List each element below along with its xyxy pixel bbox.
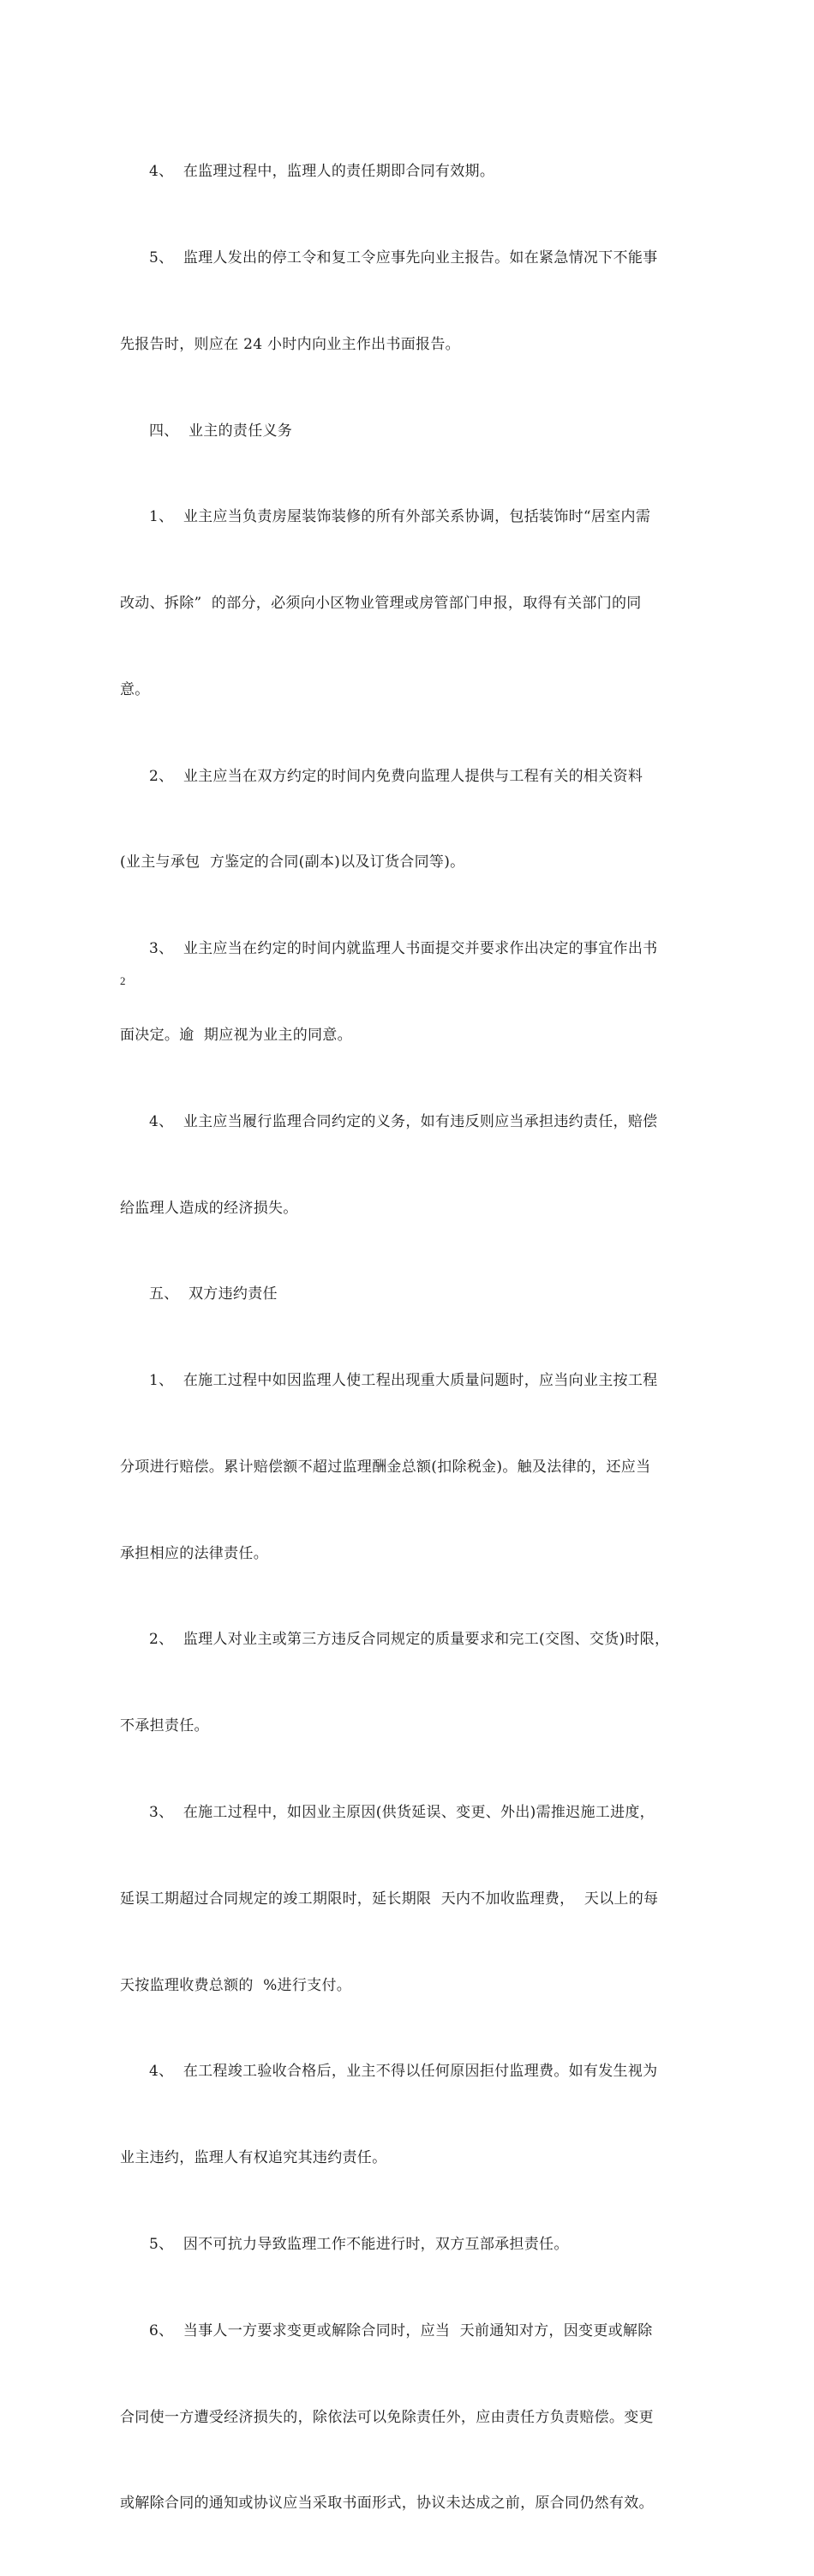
text-line: 给监理人造成的经济损失。	[120, 1199, 298, 1217]
text-line: 1、 在施工过程中如因监理人使工程出现重大质量问题时，应当向业主按工程	[149, 1372, 658, 1390]
text-line: 2、 业主应当在双方约定的时间内免费向监理人提供与工程有关的相关资料	[149, 767, 643, 785]
text-line: 延误工期超过合同规定的竣工期限时，延长期限 天内不加收监理费， 天以上的每	[120, 1890, 659, 1908]
text-line: 1、 业主应当负责房屋装饰装修的所有外部关系协调，包括装饰时“居室内需	[149, 508, 651, 526]
body-text	[120, 100, 696, 2576]
text-line: 面决定。逾 期应视为业主的同意。	[120, 1027, 352, 1044]
text-line: 改动、拆除” 的部分，必须向小区物业管理或房管部门申报，取得有关部门的同	[120, 595, 642, 613]
section-heading: 五、 双方违约责任	[149, 1285, 278, 1303]
text-line: 6、 当事人一方要求变更或解除合同时，应当 天前通知对方，因变更或解除	[149, 2321, 653, 2339]
text-line: 2、 监理人对业主或第三方违反合同规定的质量要求和完工(交图、交货)时限，	[149, 1631, 670, 1649]
text-line: 天按监理收费总额的 %进行支付。	[120, 1976, 352, 1994]
text-line: (业主与承包 方鉴定的合同(副本)以及订货合同等)。	[120, 854, 465, 872]
text-line: 不承担责任。	[120, 1717, 209, 1735]
text-line: 合同使一方遭受经济损失的，除依法可以免除责任外，应由责任方负责赔偿。变更	[120, 2408, 654, 2426]
text-line: 5、 因不可抗力导致监理工作不能进行时，双方互部承担责任。	[149, 2235, 569, 2253]
text-line: 4、 业主应当履行监理合同约定的义务，如有违反则应当承担违约责任，赔偿	[149, 1112, 658, 1130]
text-line: 5、 监理人发出的停工令和复工令应事先向业主报告。如在紧急情况下不能事	[149, 249, 658, 267]
text-line: 先报告时，则应在 24 小时内向业主作出书面报告。	[120, 335, 460, 353]
text-line: 3、 业主应当在约定的时间内就监理人书面提交并要求作出决定的事宜作出书	[149, 940, 658, 958]
text-line: 意。	[120, 680, 150, 698]
text-line: 3、 在施工过程中，如因业主原因(供货延误、变更、外出)需推迟施工进度，	[149, 1804, 655, 1822]
section-heading: 四、 业主的责任义务	[149, 422, 293, 440]
text-line: 业主违约，监理人有权追究其违约责任。	[120, 2149, 387, 2167]
page-number: 2	[120, 974, 126, 987]
document-body	[120, 100, 696, 2576]
text-line: 承担相应的法律责任。	[120, 1544, 268, 1562]
text-line: 或解除合同的通知或协议应当采取书面形式，协议未达成之前，原合同仍然有效。	[120, 2495, 654, 2513]
text-line: 4、 在工程竣工验收合格后，业主不得以任何原因拒付监理费。如有发生视为	[149, 2063, 658, 2081]
text-line: 4、 在监理过程中，监理人的责任期即合同有效期。	[149, 163, 495, 181]
text-line: 分项进行赔偿。累计赔偿额不超过监理酬金总额(扣除税金)。触及法律的，还应当	[120, 1458, 651, 1476]
